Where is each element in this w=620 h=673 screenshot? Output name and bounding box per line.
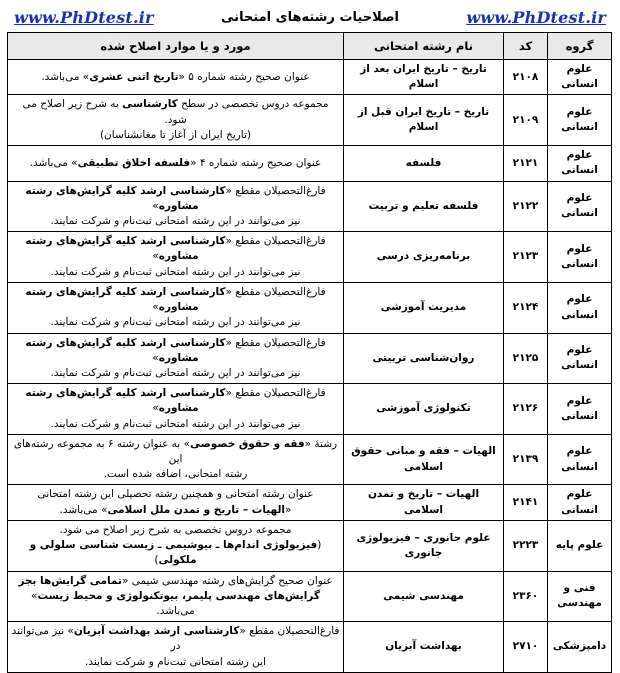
- cell-code: ۲۱۲۴: [504, 282, 548, 333]
- description-line: فارغ‌التحصیلان مقطع «کارشناسی ارشد کلیه گرایش‌های رشته مشاوره»: [25, 285, 326, 314]
- table-row: [8, 232, 612, 283]
- description-line: فارغ‌التحصیلان مقطع «کارشناسی ارشد کلیه گرایش‌های رشته مشاوره»: [25, 336, 326, 364]
- cell-correction-description: [8, 333, 344, 384]
- cell-code: ۲۱۲۲: [504, 181, 548, 232]
- description-line: فارغ‌التحصیلان مقطع «کارشناسی ارشد کلیه گرایش‌های رشته مشاوره»: [25, 387, 326, 415]
- cell-group: علوم انسانی: [548, 384, 612, 435]
- cell-field-name: تاریخ – تاریخ ایران قبل از اسلام: [344, 95, 504, 146]
- cell-code: ۲۱۳۹: [504, 434, 548, 485]
- cell-correction-description: [8, 181, 344, 232]
- cell-code: ۲۲۲۳: [504, 520, 548, 571]
- column-header-name: نام رشته امتحانی: [344, 33, 504, 60]
- brand-watermark-right: www.PhDtest.ir: [466, 7, 606, 27]
- description-line: گرایش‌های مهندسی پلیمر، بیوتکنولوژی و محیط زیست» می‌باشد.: [31, 589, 320, 617]
- cell-field-name: الهیات – تاریخ و تمدن اسلامی: [344, 485, 504, 520]
- table-row: [8, 95, 612, 146]
- column-header-group: گروه: [548, 33, 612, 60]
- table-row: [8, 181, 612, 232]
- cell-field-name: فلسفه: [344, 146, 504, 181]
- description-line: مجموعه دروس تخصصی به شرح زیر اصلاح می شود.: [59, 523, 292, 536]
- description-line: نیز می‌توانند در این رشته امتحانی ثبت‌نام و شرکت نمایند.: [50, 417, 301, 430]
- description-line: «الهیات – تاریخ و تمدن ملل اسلامی» می‌باشد.: [59, 503, 292, 516]
- cell-correction-description: [8, 622, 344, 673]
- description-line: فارغ‌التحصیلان مقطع «کارشناسی ارشد بهداشت آبزیان» نیز می‌توانند در: [11, 625, 340, 653]
- cell-field-name: تاریخ – تاریخ ایران بعد از اسلام: [344, 60, 504, 95]
- table-row: [8, 60, 612, 95]
- description-line: (فیزیولوژی اندام‌ها ـ بیوشیمی ـ زیست شناسی سلولی و ملکولی): [29, 539, 322, 567]
- cell-group: علوم انسانی: [548, 232, 612, 283]
- description-line: عنوان صحیح رشته شماره ۴ «فلسفه اخلاق تطبیقی» می‌باشد.: [29, 156, 322, 169]
- corrections-table: [7, 32, 612, 673]
- table-row: [8, 333, 612, 384]
- description-line: عنوان رشته امتحانی و همچنین رشته تحصیلی این رشته امتحانی: [37, 488, 314, 501]
- description-line: رشتهٔ «فقه و حقوق خصوصی» به عنوان رشته ۶ به مجموعه رشته‌های این: [13, 437, 338, 466]
- cell-group: علوم انسانی: [548, 146, 612, 181]
- description-line: نیز می‌توانند در این رشته امتحانی ثبت‌نام و شرکت نمایند.: [50, 366, 301, 379]
- description-line: عنوان صحیح رشته شماره ۵ «تاریخ اثنی عشری» می‌باشد.: [41, 70, 310, 83]
- column-header-code: کد: [504, 33, 548, 60]
- cell-group: علوم انسانی: [548, 485, 612, 520]
- description-line: نیز می‌توانند در این رشته امتحانی ثبت‌نام و شرکت نمایند.: [50, 214, 301, 227]
- cell-correction-description: [8, 571, 344, 622]
- description-line: عنوان صحیح گرایش‌های رشته مهندسی شیمی «تمامی گرایش‌ها بجز: [18, 574, 333, 587]
- cell-correction-description: [8, 146, 344, 181]
- cell-code: ۲۱۰۸: [504, 60, 548, 95]
- description-line: رشته امتحانی، اضافه شده است.: [103, 468, 248, 481]
- cell-code: ۲۱۲۱: [504, 146, 548, 181]
- page-header: [8, 4, 612, 30]
- cell-correction-description: [8, 384, 344, 435]
- cell-correction-description: [8, 434, 344, 485]
- description-line: (تاریخ ایران از آغاز تا مغانشناسان): [99, 128, 252, 141]
- table-header-row: [8, 33, 612, 60]
- table-body: [8, 60, 612, 673]
- cell-correction-description: [8, 282, 344, 333]
- cell-code: ۲۱۲۵: [504, 333, 548, 384]
- cell-field-name: بهداشت آبزیان: [344, 622, 504, 673]
- cell-field-name: فلسفه تعلیم و تربیت: [344, 181, 504, 232]
- cell-correction-description: [8, 95, 344, 146]
- description-line: این رشته امتحانی ثبت‌نام و شرکت نمایند.: [84, 655, 266, 668]
- description-line: فارغ‌التحصیلان مقطع «کارشناسی ارشد کلیه گرایش‌های رشته مشاوره»: [25, 235, 326, 263]
- brand-watermark-left: www.PhDtest.ir: [14, 7, 154, 27]
- description-line: نیز می‌توانند در این رشته امتحانی ثبت‌نام و شرکت نمایند.: [50, 265, 301, 278]
- table-row: [8, 282, 612, 333]
- cell-code: ۲۱۲۳: [504, 232, 548, 283]
- cell-code: ۲۷۱۰: [504, 622, 548, 673]
- cell-field-name: الهیات – فقه و مبانی حقوق اسلامی: [344, 434, 504, 485]
- cell-group: فنی و مهندسی: [548, 571, 612, 622]
- cell-code: ۲۱۴۱: [504, 485, 548, 520]
- table-row: [8, 146, 612, 181]
- cell-code: ۲۳۶۰: [504, 571, 548, 622]
- description-line: نیز می‌توانند در این رشته امتحانی ثبت‌نام و شرکت نمایند.: [50, 316, 301, 329]
- cell-group: علوم انسانی: [548, 181, 612, 232]
- cell-group: علوم انسانی: [548, 333, 612, 384]
- cell-group: علوم پایه: [548, 520, 612, 571]
- cell-field-name: برنامه‌ریزی درسی: [344, 232, 504, 283]
- cell-code: ۲۱۲۶: [504, 384, 548, 435]
- page-title: اصلاحیات رشته‌های امتحانی: [221, 9, 399, 25]
- description-line: فارغ‌التحصیلان مقطع «کارشناسی ارشد کلیه گرایش‌های رشته مشاوره»: [25, 184, 326, 212]
- cell-field-name: مدیریت آموزشی: [344, 282, 504, 333]
- table-row: [8, 622, 612, 673]
- cell-group: علوم انسانی: [548, 282, 612, 333]
- table-row: [8, 384, 612, 435]
- cell-correction-description: [8, 232, 344, 283]
- table-row: [8, 571, 612, 622]
- cell-field-name: روان‌شناسی تربیتی: [344, 333, 504, 384]
- column-header-desc: مورد و یا موارد اصلاح شده: [8, 33, 344, 60]
- cell-group: علوم انسانی: [548, 95, 612, 146]
- table-row: [8, 520, 612, 571]
- cell-field-name: تکنولوژی آموزشی: [344, 384, 504, 435]
- cell-group: علوم انسانی: [548, 434, 612, 485]
- cell-correction-description: [8, 520, 344, 571]
- table-head: [8, 33, 612, 60]
- cell-code: ۲۱۰۹: [504, 95, 548, 146]
- table-row: [8, 434, 612, 485]
- cell-field-name: علوم جانوری – فیزیولوژی جانوری: [344, 520, 504, 571]
- cell-field-name: مهندسی شیمی: [344, 571, 504, 622]
- description-line: مجموعه دروس تخصصی در سطح کارشناسی به شرح زیر اصلاح می شود.: [22, 98, 329, 126]
- cell-group: علوم انسانی: [548, 60, 612, 95]
- cell-correction-description: [8, 60, 344, 95]
- cell-group: دامپزشکی: [548, 622, 612, 673]
